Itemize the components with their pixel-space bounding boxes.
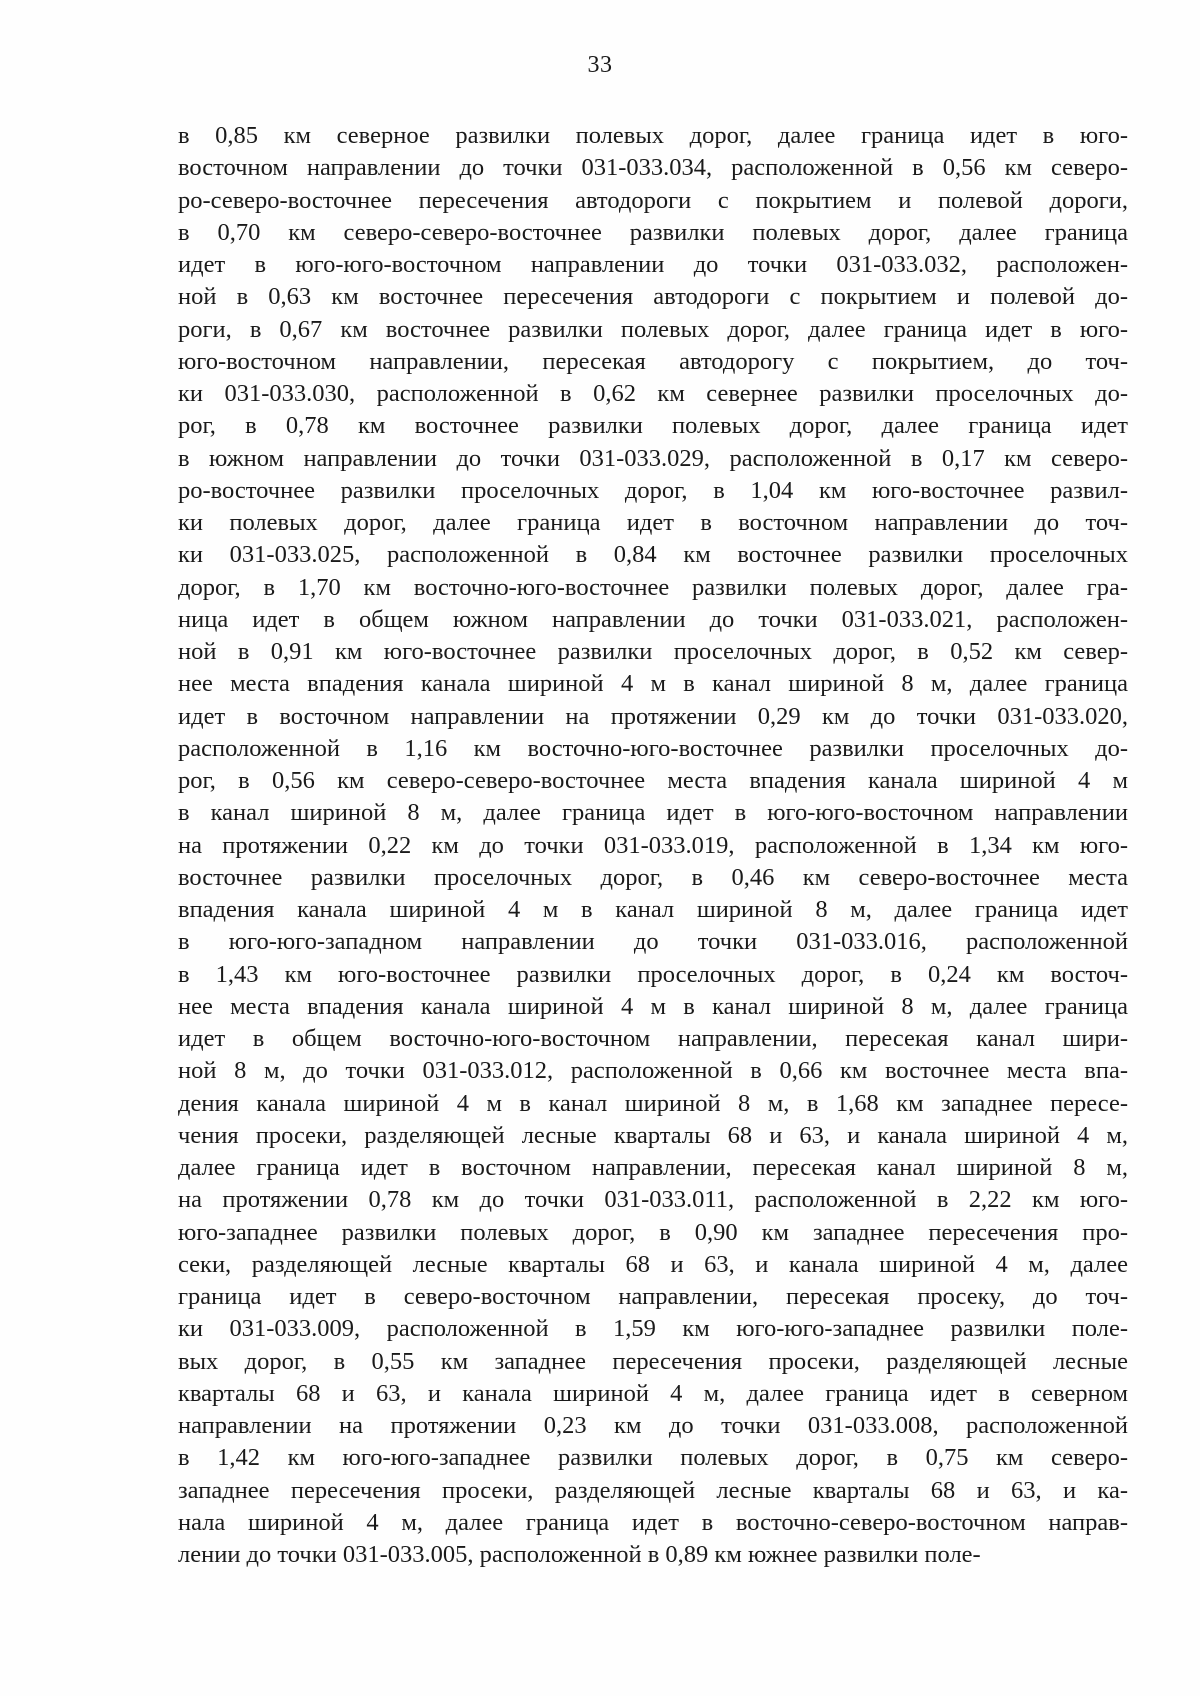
page-number: 33: [587, 52, 613, 78]
text-line: ной 8 м, до точки 031-033.012, расположенной в 0,66 км восточнее места впа-: [178, 1057, 1128, 1085]
text-line: расположенной в 1,16 км восточно-юго-восточнее развилки проселочных до-: [178, 734, 1128, 762]
text-line: секи, разделяющей лесные кварталы 68 и 63, и канала шириной 4 м, далее: [178, 1250, 1128, 1278]
text-line: юго-восточном направлении, пересекая автодорогу с покрытием, до точ-: [178, 347, 1128, 375]
text-line: в 1,42 км юго-юго-западнее развилки полевых дорог, в 0,75 км северо-: [178, 1444, 1128, 1472]
text-line: граница идет в северо-восточном направлении, пересекая просеку, до точ-: [178, 1283, 1128, 1310]
body-text: [178, 120, 1128, 1571]
text-line: лении до точки 031-033.005, расположенной в 0,89 км южнее развилки поле-: [178, 1541, 981, 1568]
text-line: юго-западнее развилки полевых дорог, в 0,90 км западнее пересечения про-: [178, 1218, 1128, 1246]
text-line: в канал шириной 8 м, далее граница идет в юго-юго-восточном направлении: [178, 799, 1128, 827]
text-line: рог, в 0,78 км восточнее развилки полевых дорог, далее граница идет: [178, 412, 1128, 440]
text-line: идет в юго-юго-восточном направлении до точки 031-033.032, расположен-: [178, 251, 1128, 278]
text-line: чения просеки, разделяющей лесные кварталы 68 и 63, и канала шириной 4 м,: [178, 1121, 1128, 1149]
text-line: ной в 0,91 км юго-восточнее развилки проселочных дорог, в 0,52 км север-: [178, 638, 1128, 665]
text-line: ной в 0,63 км восточнее пересечения автодороги с покрытием и полевой до-: [178, 283, 1128, 311]
text-line: в 0,85 км северное развилки полевых дорог, далее граница идет в юго-: [178, 122, 1128, 149]
text-line: нее места впадения канала шириной 4 м в канал шириной 8 м, далее граница: [178, 992, 1128, 1020]
text-line: восточном направлении до точки 031-033.034, расположенной в 0,56 км северо-: [178, 154, 1128, 182]
text-line: дорог, в 1,70 км восточно-юго-восточнее развилки полевых дорог, далее гра-: [178, 573, 1128, 601]
text-line: впадения канала шириной 4 м в канал шириной 8 м, далее граница идет: [178, 896, 1128, 923]
text-line: ки 031-033.030, расположенной в 0,62 км севернее развилки проселочных до-: [178, 380, 1128, 407]
text-line: нее места впадения канала шириной 4 м в канал шириной 8 м, далее граница: [178, 670, 1128, 698]
text-line: ки полевых дорог, далее граница идет в восточном направлении до точ-: [178, 509, 1128, 536]
text-line: ки 031-033.025, расположенной в 0,84 км восточнее развилки проселочных: [178, 541, 1128, 569]
text-line: в юго-юго-западном направлении до точки 031-033.016, расположенной: [178, 928, 1128, 956]
text-line: далее граница идет в восточном направлении, пересекая канал шириной 8 м,: [178, 1154, 1128, 1181]
text-line: нала шириной 4 м, далее граница идет в восточно-северо-восточном направ-: [178, 1508, 1128, 1536]
text-line: в южном направлении до точки 031-033.029, расположенной в 0,17 км северо-: [178, 444, 1128, 472]
text-line: западнее пересечения просеки, разделяющей лесные кварталы 68 и 63, и ка-: [178, 1476, 1128, 1504]
text-line: ки 031-033.009, расположенной в 1,59 км юго-юго-западнее развилки поле-: [178, 1315, 1128, 1343]
text-line: ница идет в общем южном направлении до точки 031-033.021, расположен-: [178, 605, 1128, 633]
text-line: восточнее развилки проселочных дорог, в 0,46 км северо-восточнее места: [178, 863, 1128, 891]
text-line: идет в восточном направлении на протяжении 0,29 км до точки 031-033.020,: [178, 702, 1128, 730]
text-line: кварталы 68 и 63, и канала шириной 4 м, далее граница идет в северном: [178, 1379, 1128, 1407]
text-line: направлении на протяжении 0,23 км до точки 031-033.008, расположенной: [178, 1412, 1128, 1439]
text-line: в 1,43 км юго-восточнее развилки проселочных дорог, в 0,24 км восточ-: [178, 960, 1128, 988]
text-line: идет в общем восточно-юго-восточном направлении, пересекая канал шири-: [178, 1025, 1128, 1052]
text-line: на протяжении 0,78 км до точки 031-033.011, расположенной в 2,22 км юго-: [178, 1186, 1128, 1214]
text-line: дения канала шириной 4 м в канал шириной 8 м, в 1,68 км западнее пересе-: [178, 1089, 1128, 1117]
text-line: рог, в 0,56 км северо-северо-восточнее места впадения канала шириной 4 м: [178, 767, 1128, 794]
text-line: на протяжении 0,22 км до точки 031-033.019, расположенной в 1,34 км юго-: [178, 831, 1128, 859]
text-line: в 0,70 км северо-северо-восточнее развилки полевых дорог, далее граница: [178, 218, 1128, 246]
text-line: ро-восточнее развилки проселочных дорог, в 1,04 км юго-восточнее развил-: [178, 476, 1128, 504]
text-line: ро-северо-восточнее пересечения автодороги с покрытием и полевой дороги,: [178, 186, 1128, 214]
text-line: роги, в 0,67 км восточнее развилки полевых дорог, далее граница идет в юго-: [178, 315, 1128, 343]
text-line: вых дорог, в 0,55 км западнее пересечения просеки, разделяющей лесные: [178, 1347, 1128, 1375]
